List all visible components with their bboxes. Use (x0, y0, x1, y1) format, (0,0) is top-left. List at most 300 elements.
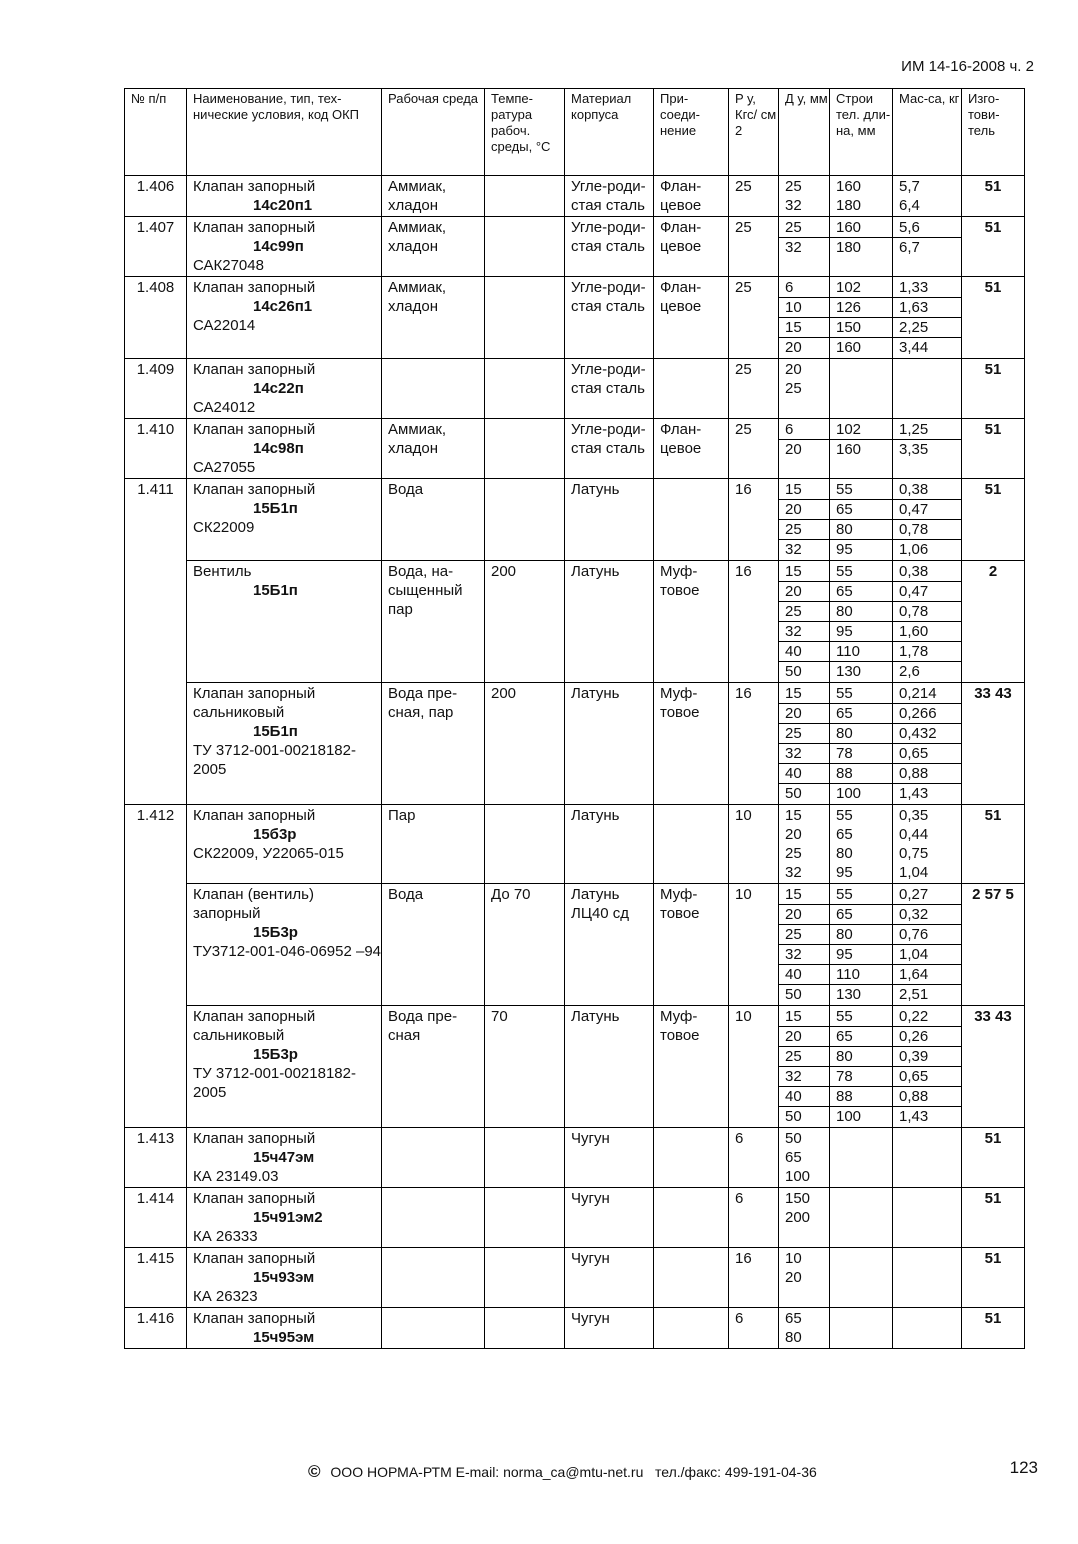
nominal-diameter-value: 10 (785, 1250, 802, 1267)
medium-temperature (485, 277, 565, 359)
nominal-diameter-value: 50 (785, 986, 802, 1003)
connection-type (654, 1308, 729, 1349)
body-material: Латунь ЛЦ40 сд (565, 884, 654, 1006)
nominal-diameter-list (779, 1006, 830, 1128)
valve-name-cell (187, 805, 382, 884)
construction-length-value: 80 (836, 845, 853, 862)
mass-value: 0,76 (893, 925, 961, 945)
working-medium: Вода пре-сная, пар (382, 683, 485, 805)
manufacturer-code: 51 (962, 1128, 1025, 1188)
table-row (125, 359, 1025, 419)
mass-value: 0,65 (893, 744, 961, 764)
construction-length-value: 102 (830, 278, 892, 298)
nominal-diameter-list (779, 176, 830, 217)
medium-temperature (485, 1128, 565, 1188)
construction-length-value: 55 (830, 480, 892, 500)
manufacturer-code: 51 (962, 1308, 1025, 1349)
nominal-diameter-value: 20 (785, 361, 802, 378)
valve-spec-code: ТУ 3712-001-00218182-2005 (193, 1065, 356, 1101)
mass-value: 0,47 (893, 500, 961, 520)
nominal-diameter-list (779, 277, 830, 359)
nominal-pressure: 10 (729, 805, 779, 884)
mass-value: 1,78 (893, 642, 961, 662)
working-medium (382, 1248, 485, 1308)
col-header-pressure: P у, Кгс/ см 2 (729, 89, 779, 176)
nominal-diameter-list (779, 217, 830, 277)
body-material: Угле-роди-стая сталь (565, 176, 654, 217)
nominal-pressure: 25 (729, 176, 779, 217)
construction-length-value: 78 (830, 744, 892, 764)
construction-length-value: 100 (836, 1108, 862, 1125)
construction-length-value: 55 (830, 684, 892, 704)
nominal-pressure: 25 (729, 217, 779, 277)
mass-value: 0,47 (893, 582, 961, 602)
medium-temperature (485, 176, 565, 217)
valve-model: 14с20п1 (253, 197, 313, 214)
nominal-diameter-value: 32 (785, 541, 802, 558)
row-number: 1.406 (125, 176, 187, 217)
valve-name: Клапан запорный (193, 807, 316, 824)
connection-type: Флан-цевое (654, 217, 729, 277)
construction-length-list (830, 176, 893, 217)
row-number: 1.416 (125, 1308, 187, 1349)
nominal-pressure: 6 (729, 1188, 779, 1248)
valve-name-cell (187, 359, 382, 419)
nominal-diameter-value: 32 (785, 239, 802, 256)
construction-length-value: 160 (836, 441, 862, 458)
construction-length-list (830, 217, 893, 277)
mass-list (893, 419, 962, 479)
nominal-diameter-value: 25 (779, 602, 829, 622)
connection-type (654, 479, 729, 561)
nominal-pressure: 16 (729, 561, 779, 683)
construction-length-value: 160 (836, 339, 862, 356)
working-medium: Вода (382, 479, 485, 561)
col-header-connection: При-соеди-нение (654, 89, 729, 176)
nominal-pressure: 25 (729, 277, 779, 359)
nominal-diameter-value: 65 (785, 1310, 802, 1327)
mass-value: 1,25 (893, 420, 961, 440)
table-row (125, 419, 1025, 479)
mass-list (893, 1128, 962, 1188)
construction-length-value: 180 (836, 197, 862, 214)
nominal-diameter-value: 25 (779, 724, 829, 744)
nominal-diameter-list (779, 561, 830, 683)
construction-length-value: 180 (836, 239, 862, 256)
construction-length-list (830, 1188, 893, 1248)
nominal-pressure: 25 (729, 419, 779, 479)
valve-model: 15Б1п (253, 500, 298, 517)
construction-length-list (830, 277, 893, 359)
connection-type (654, 805, 729, 884)
nominal-pressure: 10 (729, 1006, 779, 1128)
construction-length-value: 160 (836, 178, 862, 195)
table-row (125, 479, 1025, 561)
mass-value: 0,78 (893, 602, 961, 622)
row-number: 1.408 (125, 277, 187, 359)
table-row (125, 1308, 1025, 1349)
connection-type: Муф-товое (654, 884, 729, 1006)
mass-value: 0,78 (893, 520, 961, 540)
mass-list (893, 217, 962, 277)
valve-name: Клапан запорный (193, 421, 316, 438)
row-number: 1.414 (125, 1188, 187, 1248)
nominal-diameter-value: 50 (785, 663, 802, 680)
construction-length-value: 55 (836, 807, 853, 824)
valve-model: 14с99п (253, 238, 304, 255)
connection-type: Флан-цевое (654, 176, 729, 217)
construction-length-value: 80 (830, 520, 892, 540)
mass-list (893, 1006, 962, 1128)
valve-name-cell (187, 1128, 382, 1188)
nominal-diameter-list (779, 479, 830, 561)
construction-length-value: 160 (830, 218, 892, 238)
nominal-pressure: 6 (729, 1308, 779, 1349)
construction-length-value: 100 (836, 785, 862, 802)
nominal-diameter-list (779, 1308, 830, 1349)
connection-type (654, 1188, 729, 1248)
nominal-diameter-value: 40 (779, 764, 829, 784)
nominal-diameter-value: 15 (779, 684, 829, 704)
valve-name-cell (187, 176, 382, 217)
mass-list (893, 1248, 962, 1308)
mass-list (893, 1308, 962, 1349)
table-row (125, 561, 1025, 683)
construction-length-value: 80 (830, 602, 892, 622)
col-header-env: Рабочая среда (382, 89, 485, 176)
nominal-diameter-value: 25 (785, 178, 802, 195)
mass-value: 1,60 (893, 622, 961, 642)
medium-temperature: 70 (485, 1006, 565, 1128)
mass-value: 0,22 (893, 1007, 961, 1027)
medium-temperature (485, 805, 565, 884)
nominal-diameter-value: 15 (779, 562, 829, 582)
nominal-diameter-value: 20 (779, 1027, 829, 1047)
nominal-pressure: 16 (729, 683, 779, 805)
working-medium: Аммиак, хладон (382, 277, 485, 359)
construction-length-list (830, 1248, 893, 1308)
mass-value: 0,35 (899, 807, 929, 824)
nominal-diameter-value: 32 (779, 945, 829, 965)
footer-org: ООО НОРМА-РТМ (330, 1464, 452, 1480)
construction-length-value: 55 (830, 1007, 892, 1027)
nominal-diameter-value: 20 (785, 1269, 802, 1286)
manufacturer-code: 51 (962, 805, 1025, 884)
working-medium: Аммиак, хладон (382, 217, 485, 277)
mass-value: 0,27 (893, 885, 961, 905)
nominal-diameter-value: 15 (779, 318, 829, 338)
body-material: Угле-роди-стая сталь (565, 277, 654, 359)
mass-value: 1,43 (899, 785, 929, 802)
working-medium: Вода, на-сыщенный пар (382, 561, 485, 683)
nominal-diameter-list (779, 683, 830, 805)
construction-length-value: 88 (830, 1087, 892, 1107)
valve-name: Клапан запорный (193, 361, 316, 378)
table-row (125, 683, 1025, 805)
connection-type (654, 359, 729, 419)
connection-type: Флан-цевое (654, 419, 729, 479)
construction-length-value: 95 (830, 622, 892, 642)
body-material: Латунь (565, 1006, 654, 1128)
valve-model: 15Б1п (253, 582, 298, 599)
nominal-diameter-value: 65 (785, 1149, 802, 1166)
body-material: Латунь (565, 683, 654, 805)
construction-length-value: 80 (830, 925, 892, 945)
nominal-diameter-value: 40 (779, 965, 829, 985)
valve-name-cell (187, 479, 382, 561)
nominal-diameter-value: 40 (779, 642, 829, 662)
mass-list (893, 1188, 962, 1248)
mass-value: 2,6 (899, 663, 920, 680)
mass-value: 5,6 (893, 218, 961, 238)
footer-phone: тел./факс: 499-191-04-36 (655, 1464, 817, 1480)
valve-name: Клапан запорный (193, 279, 316, 296)
table-row (125, 884, 1025, 1006)
construction-length-value: 78 (830, 1067, 892, 1087)
valve-model: 15ч95эм (253, 1329, 315, 1346)
valve-name: Клапан запорный сальниковый (193, 685, 316, 721)
manufacturer-code: 51 (962, 359, 1025, 419)
nominal-diameter-value: 15 (779, 1007, 829, 1027)
nominal-diameter-value: 15 (785, 807, 802, 824)
mass-list (893, 683, 962, 805)
valve-name-cell (187, 277, 382, 359)
manufacturer-code: 51 (962, 479, 1025, 561)
valve-name: Клапан запорный (193, 1250, 316, 1267)
table-body (125, 176, 1025, 1349)
valve-spec-code: КА 23149.03 (193, 1168, 279, 1185)
construction-length-value: 110 (830, 642, 892, 662)
valve-name: Клапан запорный (193, 1130, 316, 1147)
valve-name-cell (187, 1006, 382, 1128)
mass-list (893, 805, 962, 884)
construction-length-value: 130 (836, 986, 862, 1003)
col-header-diameter: Д у, мм (779, 89, 830, 176)
col-header-name: Наименование, тип, тех-нические условия, код ОКП (187, 89, 382, 176)
construction-length-list (830, 419, 893, 479)
connection-type: Муф-товое (654, 683, 729, 805)
mass-value: 3,44 (899, 339, 929, 356)
nominal-diameter-value: 200 (785, 1209, 811, 1226)
valve-spec-code: САК27048 (193, 257, 264, 274)
body-material: Угле-роди-стая сталь (565, 217, 654, 277)
construction-length-list (830, 805, 893, 884)
nominal-diameter-value: 100 (785, 1168, 811, 1185)
nominal-pressure: 10 (729, 884, 779, 1006)
nominal-diameter-value: 6 (779, 278, 829, 298)
nominal-diameter-value: 50 (785, 1130, 802, 1147)
construction-length-value: 65 (830, 500, 892, 520)
medium-temperature (485, 217, 565, 277)
nominal-diameter-value: 20 (785, 441, 802, 458)
manufacturer-code: 2 (962, 561, 1025, 683)
valve-name: Клапан запорный (193, 219, 316, 236)
medium-temperature (485, 479, 565, 561)
nominal-diameter-value: 20 (785, 339, 802, 356)
working-medium: Аммиак, хладон (382, 176, 485, 217)
valve-name-cell (187, 683, 382, 805)
construction-length-list (830, 884, 893, 1006)
valve-name-cell (187, 1248, 382, 1308)
col-header-material: Материал корпуса (565, 89, 654, 176)
footer-email: E-mail: norma_ca@mtu-net.ru (455, 1464, 644, 1480)
connection-type: Флан-цевое (654, 277, 729, 359)
table-row (125, 805, 1025, 884)
nominal-diameter-list (779, 805, 830, 884)
valve-model: 14с26п1 (253, 298, 313, 315)
working-medium: Пар (382, 805, 485, 884)
row-number: 1.407 (125, 217, 187, 277)
construction-length-value: 102 (830, 420, 892, 440)
nominal-diameter-list (779, 884, 830, 1006)
construction-length-value: 95 (830, 945, 892, 965)
valve-name: Вентиль (193, 563, 252, 580)
table-row (125, 176, 1025, 217)
table-row (125, 1128, 1025, 1188)
nominal-diameter-value: 25 (779, 520, 829, 540)
nominal-diameter-value: 32 (785, 864, 802, 881)
nominal-diameter-value: 25 (779, 218, 829, 238)
nominal-diameter-value: 32 (779, 622, 829, 642)
mass-value: 0,432 (893, 724, 961, 744)
construction-length-value: 55 (830, 562, 892, 582)
valve-spec-code: СА24012 (193, 399, 256, 416)
nominal-diameter-list (779, 419, 830, 479)
construction-length-value: 80 (830, 724, 892, 744)
connection-type (654, 1248, 729, 1308)
mass-value: 0,75 (899, 845, 929, 862)
manufacturer-code: 51 (962, 217, 1025, 277)
valve-name: Клапан запорный сальниковый (193, 1008, 316, 1044)
mass-value: 1,06 (899, 541, 929, 558)
mass-value: 5,7 (899, 178, 920, 195)
nominal-diameter-value: 150 (785, 1190, 811, 1207)
mass-value: 0,88 (893, 1087, 961, 1107)
construction-length-list (830, 1308, 893, 1349)
construction-length-value: 65 (830, 905, 892, 925)
construction-length-value: 95 (836, 541, 853, 558)
manufacturer-code: 51 (962, 419, 1025, 479)
nominal-diameter-list (779, 1188, 830, 1248)
mass-value: 0,88 (893, 764, 961, 784)
construction-length-value: 65 (830, 1027, 892, 1047)
construction-length-value: 55 (830, 885, 892, 905)
connection-type: Муф-товое (654, 561, 729, 683)
construction-length-value: 88 (830, 764, 892, 784)
mass-value: 0,38 (893, 562, 961, 582)
construction-length-value: 65 (830, 704, 892, 724)
valve-name: Клапан запорный (193, 1190, 316, 1207)
construction-length-value: 65 (836, 826, 853, 843)
manufacturer-code: 51 (962, 1248, 1025, 1308)
mass-value: 1,63 (893, 298, 961, 318)
copyright-icon: © (308, 1462, 321, 1481)
nominal-diameter-value: 15 (779, 885, 829, 905)
valve-model: 14с98п (253, 440, 304, 457)
valve-model: 15ч93эм (253, 1269, 315, 1286)
nominal-diameter-value: 25 (779, 925, 829, 945)
mass-value: 0,65 (893, 1067, 961, 1087)
table-row (125, 1006, 1025, 1128)
body-material: Чугун (565, 1128, 654, 1188)
valve-spec-code: ТУ 3712-001-00218182-2005 (193, 742, 356, 778)
mass-list (893, 479, 962, 561)
col-header-length: Строи тел. дли-на, мм (830, 89, 893, 176)
nominal-diameter-value: 80 (785, 1329, 802, 1346)
construction-length-value: 150 (830, 318, 892, 338)
row-number: 1.411 (125, 479, 187, 805)
nominal-diameter-value: 25 (779, 1047, 829, 1067)
medium-temperature (485, 1188, 565, 1248)
valve-name-cell (187, 217, 382, 277)
body-material: Чугун (565, 1248, 654, 1308)
construction-length-list (830, 683, 893, 805)
nominal-diameter-value: 25 (785, 845, 802, 862)
valve-model: 14с22п (253, 380, 304, 397)
nominal-diameter-list (779, 1128, 830, 1188)
valve-model: 15ч91эм2 (253, 1209, 323, 1226)
mass-list (893, 277, 962, 359)
nominal-diameter-value: 20 (779, 905, 829, 925)
page-number: 123 (1009, 1458, 1038, 1477)
valve-spec-table (124, 88, 1025, 1349)
mass-list (893, 884, 962, 1006)
valve-name: Клапан запорный (193, 1310, 316, 1327)
construction-length-value: 130 (836, 663, 862, 680)
mass-value: 0,39 (893, 1047, 961, 1067)
document-code: ИМ 14-16-2008 ч. 2 (901, 58, 1034, 75)
footer (308, 1462, 817, 1482)
valve-name-cell (187, 419, 382, 479)
medium-temperature: 200 (485, 683, 565, 805)
col-header-no: № п/п (125, 89, 187, 176)
medium-temperature (485, 419, 565, 479)
row-number: 1.409 (125, 359, 187, 419)
valve-model: 15Б3р (253, 1046, 298, 1063)
construction-length-list (830, 561, 893, 683)
table-row (125, 1188, 1025, 1248)
nominal-pressure: 16 (729, 1248, 779, 1308)
nominal-diameter-value: 50 (785, 785, 802, 802)
working-medium: Аммиак, хладон (382, 419, 485, 479)
valve-spec-code: ТУ3712-001-046-06952 –94 (193, 943, 382, 960)
medium-temperature: До 70 (485, 884, 565, 1006)
mass-value: 3,35 (899, 441, 929, 458)
body-material: Чугун (565, 1188, 654, 1248)
mass-value: 6,4 (899, 197, 920, 214)
nominal-diameter-value: 20 (785, 826, 802, 843)
valve-name-cell (187, 1308, 382, 1349)
working-medium: Вода (382, 884, 485, 1006)
nominal-diameter-value: 20 (779, 582, 829, 602)
mass-value: 0,38 (893, 480, 961, 500)
nominal-diameter-list (779, 1248, 830, 1308)
col-header-temp: Темпе-ратура рабоч. среды, °С (485, 89, 565, 176)
nominal-diameter-value: 6 (779, 420, 829, 440)
table-header-row (125, 89, 1025, 176)
mass-value: 1,04 (899, 864, 929, 881)
mass-value: 0,266 (893, 704, 961, 724)
valve-name-cell (187, 1188, 382, 1248)
mass-value: 1,43 (899, 1108, 929, 1125)
construction-length-value: 95 (836, 864, 853, 881)
manufacturer-code: 2 57 5 (962, 884, 1025, 1006)
valve-name: Клапан запорный (193, 481, 316, 498)
working-medium (382, 359, 485, 419)
manufacturer-code: 33 43 (962, 683, 1025, 805)
construction-length-value: 65 (830, 582, 892, 602)
connection-type: Муф-товое (654, 1006, 729, 1128)
